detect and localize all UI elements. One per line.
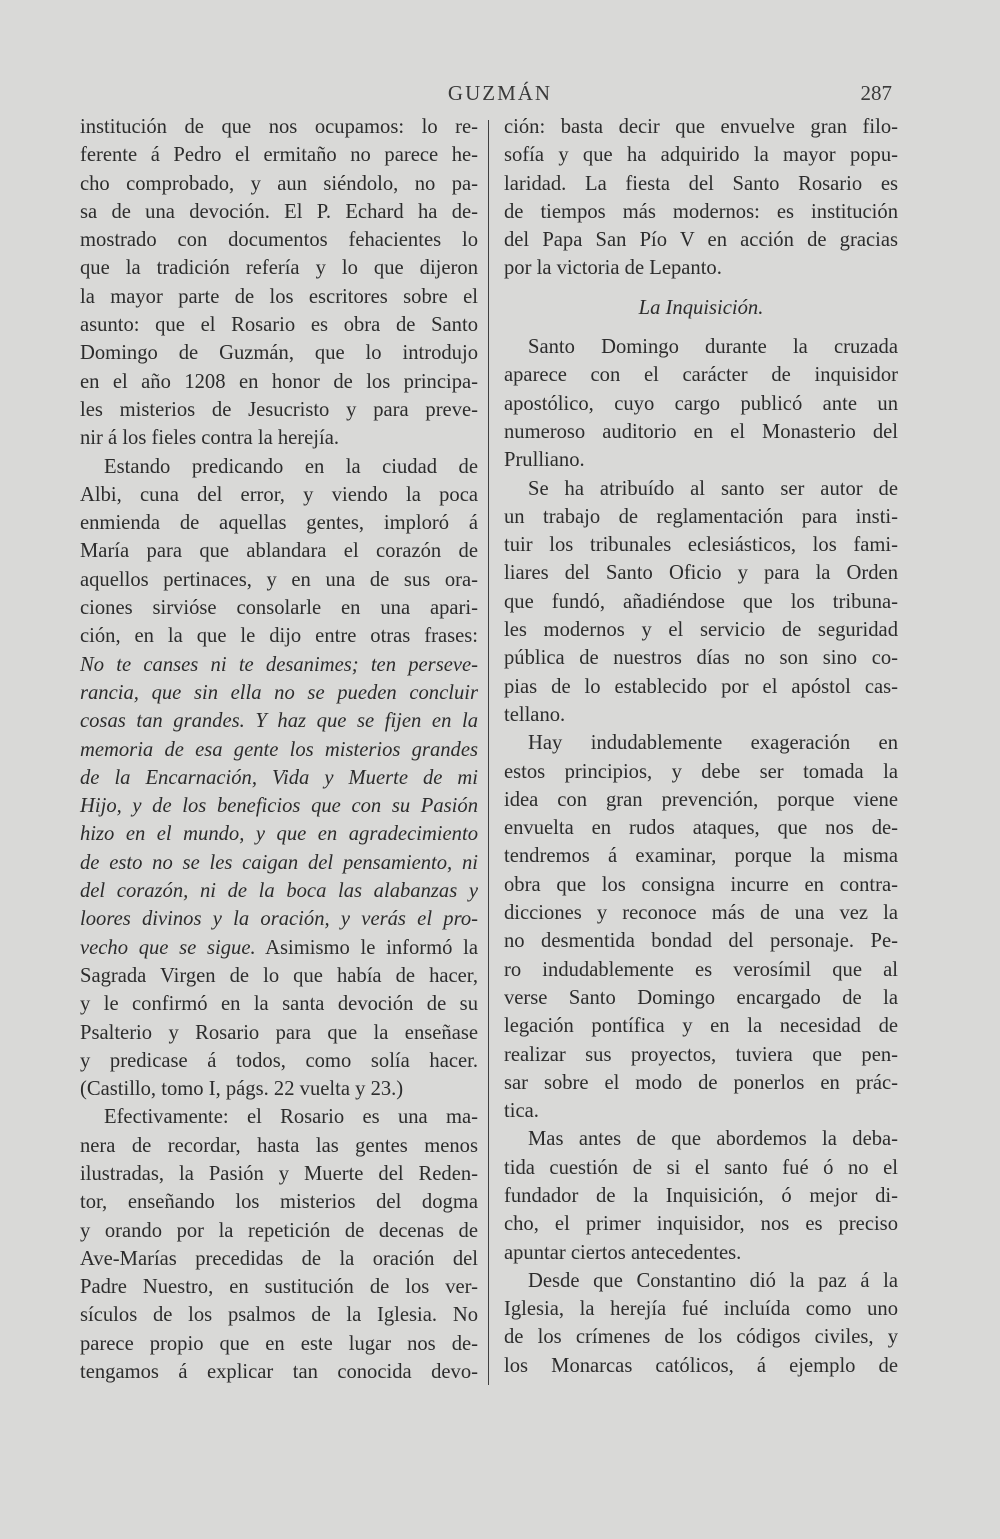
- text-line: en el año 1208 en honor de los principa-: [80, 370, 478, 393]
- text-line: verse Santo Domingo encargado de la: [504, 986, 898, 1009]
- text-line: Ave-Marías precedidas de la oración del: [80, 1247, 478, 1270]
- text-line: [80, 934, 478, 962]
- left-column: [80, 113, 478, 1386]
- text-line: Desde que Constantino dió la paz á la: [528, 1269, 898, 1292]
- text-line: por la victoria de Lepanto.: [504, 257, 722, 280]
- text-line: Albi, cuna del error, y viendo la poca: [80, 483, 478, 506]
- text-line: les misterios de Jesucristo y para preve-: [80, 398, 478, 421]
- text-line: (Castillo, tomo I, págs. 22 vuelta y 23.): [80, 1078, 404, 1101]
- text-line: un trabajo de reglamentación para insti-: [504, 505, 898, 528]
- text-line: Sagrada Virgen de lo que había de hacer,: [80, 964, 478, 987]
- running-header: GUZMÁN: [447, 81, 553, 105]
- page-number: 287: [860, 81, 892, 105]
- text-line: Estando predicando en la ciudad de: [104, 455, 478, 478]
- text-line: no desmentida bondad del personaje. Pe-: [504, 930, 898, 953]
- text-line: Hijo, y de los beneficios que con su Pasión: [80, 795, 478, 818]
- text-line: tuir los tribunales eclesiásticos, los fami-: [504, 534, 898, 557]
- text-line: ción: basta decir que envuelve gran filo-: [504, 116, 898, 138]
- text-line: los Monarcas católicos, á ejemplo de: [504, 1354, 898, 1377]
- text-line: obra que los consigna incurre en contra-: [504, 873, 898, 896]
- text-line: que fundó, añadiéndose que los tribuna-: [504, 590, 898, 613]
- text-line: sofía y que ha adquirido la mayor popu-: [504, 144, 898, 167]
- text-line: Psalterio y Rosario para que la enseñase: [80, 1021, 478, 1044]
- text-line: parece propio que en este lugar nos de-: [80, 1332, 478, 1355]
- text-line: y predicase á todos, como solía hacer.: [80, 1049, 478, 1072]
- text-line: pias de lo establecido por el apóstol cas-: [504, 675, 898, 698]
- text-line: y le confirmó en la santa devoción de su: [80, 993, 478, 1016]
- text-line: dicciones y reconoce más de una vez la: [504, 902, 898, 925]
- text-line: apostólico, cuyo cargo publicó ante un: [504, 392, 898, 415]
- text-line: Se ha atribuído al santo ser autor de: [528, 477, 898, 500]
- text-line: Padre Nuestro, en sustitución de los ver-: [80, 1276, 478, 1299]
- text-line: envuelta en rudos ataques, que nos de-: [504, 817, 898, 840]
- spacer: [504, 283, 898, 294]
- text-line: y orando por la repetición de decenas de: [80, 1219, 478, 1242]
- text-line: de la Encarnación, Vida y Muerte de mi: [80, 766, 478, 789]
- text-line: sículos de los psalmos de la Iglesia. No: [80, 1304, 478, 1327]
- text-line: de esto no se les caigan del pensamiento, ni: [80, 851, 478, 874]
- text-line: que la tradición refería y lo que dijeron: [80, 257, 478, 280]
- text-line: tendremos á examinar, porque la misma: [504, 845, 898, 868]
- text-line: enmienda de aquellas gentes, imploró á: [80, 512, 478, 535]
- text-line: numeroso auditorio en el Monasterio del: [504, 420, 898, 443]
- text-line: de tiempos más modernos: es institución: [504, 200, 898, 223]
- text-line: cho, el primer inquisidor, nos es preciso: [504, 1213, 898, 1236]
- text-line: fundador de la Inquisición, ó mejor di-: [504, 1184, 898, 1207]
- text-line: loores divinos y la oración, y verás el pro-: [80, 908, 478, 931]
- text-line: legación pontífica y en la necesidad de: [504, 1015, 898, 1038]
- text-line: sa de una devoción. El P. Echard ha de-: [80, 200, 478, 223]
- text-line: Santo Domingo durante la cruzada: [528, 336, 898, 359]
- right-column: [504, 113, 898, 1380]
- text-line: memoria de esa gente los misterios grandes: [80, 738, 478, 761]
- text-line: asunto: que el Rosario es obra de Santo: [80, 314, 478, 337]
- text-line: Hay indudablemente exageración en: [528, 732, 898, 755]
- text-line: ferente á Pedro el ermitaño no parece he-: [80, 144, 478, 167]
- text-line: tengamos á explicar tan conocida devo-: [80, 1361, 478, 1384]
- text-line: Prulliano.: [504, 449, 585, 472]
- text-line: hizo en el mundo, y que en agradecimiento: [80, 823, 478, 846]
- text-line: cho comprobado, y aun siéndolo, no pa-: [80, 172, 478, 195]
- text-line: institución de que nos ocupamos: lo re-: [80, 116, 478, 138]
- text-line: nir á los fieles contra la herejía.: [80, 427, 340, 450]
- text-line: ciones sirvióse consolarle en una apari-: [80, 597, 478, 620]
- text-line: apuntar ciertos antecedentes.: [504, 1241, 742, 1264]
- text-line: del Papa San Pío V en acción de gracias: [504, 229, 898, 252]
- text-line: pública de nuestros días no son sino co-: [504, 647, 898, 670]
- text-line: tida cuestión de si el santo fué ó no el: [504, 1156, 898, 1179]
- text-line: Domingo de Guzmán, que lo introdujo: [80, 342, 478, 365]
- text-line: tica.: [504, 1100, 539, 1123]
- column-divider: [488, 120, 489, 1385]
- section-heading: La Inquisición.: [638, 296, 764, 319]
- text-line: sar sobre el modo de ponerlos en prác-: [504, 1071, 898, 1094]
- text-line: laridad. La fiesta del Santo Rosario es: [504, 172, 898, 195]
- text-line: idea con gran prevención, porque viene: [504, 788, 898, 811]
- text-line: ción, en la que le dijo entre otras frases:: [80, 625, 478, 648]
- text-line: mostrado con documentos fehacientes lo: [80, 229, 478, 252]
- italic-quote-fragment: vecho que se sigue.: [80, 936, 256, 959]
- text-line: aquellos pertinaces, y en una de sus ora-: [80, 568, 478, 591]
- text-line: la mayor parte de los escritores sobre el: [80, 285, 478, 308]
- text-line: realizar sus proyectos, tuviera que pen-: [504, 1043, 898, 1066]
- text-line: cosas tan grandes. Y haz que se fijen en la: [80, 710, 478, 733]
- text-line: Efectivamente: el Rosario es una ma-: [104, 1106, 478, 1129]
- text-line: Iglesia, la herejía fué incluída como uno: [504, 1298, 898, 1321]
- text-line: aparece con el carácter de inquisidor: [504, 364, 898, 387]
- text-line: Mas antes de que abordemos la deba-: [528, 1128, 898, 1151]
- text-line: del corazón, ni de la boca las alabanzas y: [80, 880, 478, 903]
- text-fragment: Asimismo le informó la: [255, 936, 478, 959]
- spacer: [504, 322, 898, 333]
- text-line: María para que ablandara el corazón de: [80, 540, 478, 563]
- text-line: rancia, que sin ella no se pueden concluir: [80, 681, 478, 704]
- text-line: liares del Santo Oficio y para la Orden: [504, 562, 898, 585]
- text-line: ro indudablemente es verosímil que al: [504, 958, 898, 981]
- text-line: tor, enseñando los misterios del dogma: [80, 1191, 478, 1214]
- text-line: No te canses ni te desanimes; ten perseve-: [80, 653, 478, 676]
- text-line: tellano.: [504, 703, 566, 726]
- text-line: nera de recordar, hasta las gentes menos: [80, 1134, 478, 1157]
- text-line: les modernos y el servicio de seguridad: [504, 619, 898, 642]
- text-line: de los crímenes de los códigos civiles, y: [504, 1326, 898, 1349]
- text-line: ilustradas, la Pasión y Muerte del Reden-: [80, 1162, 478, 1185]
- text-line: estos principios, y debe ser tomada la: [504, 760, 898, 783]
